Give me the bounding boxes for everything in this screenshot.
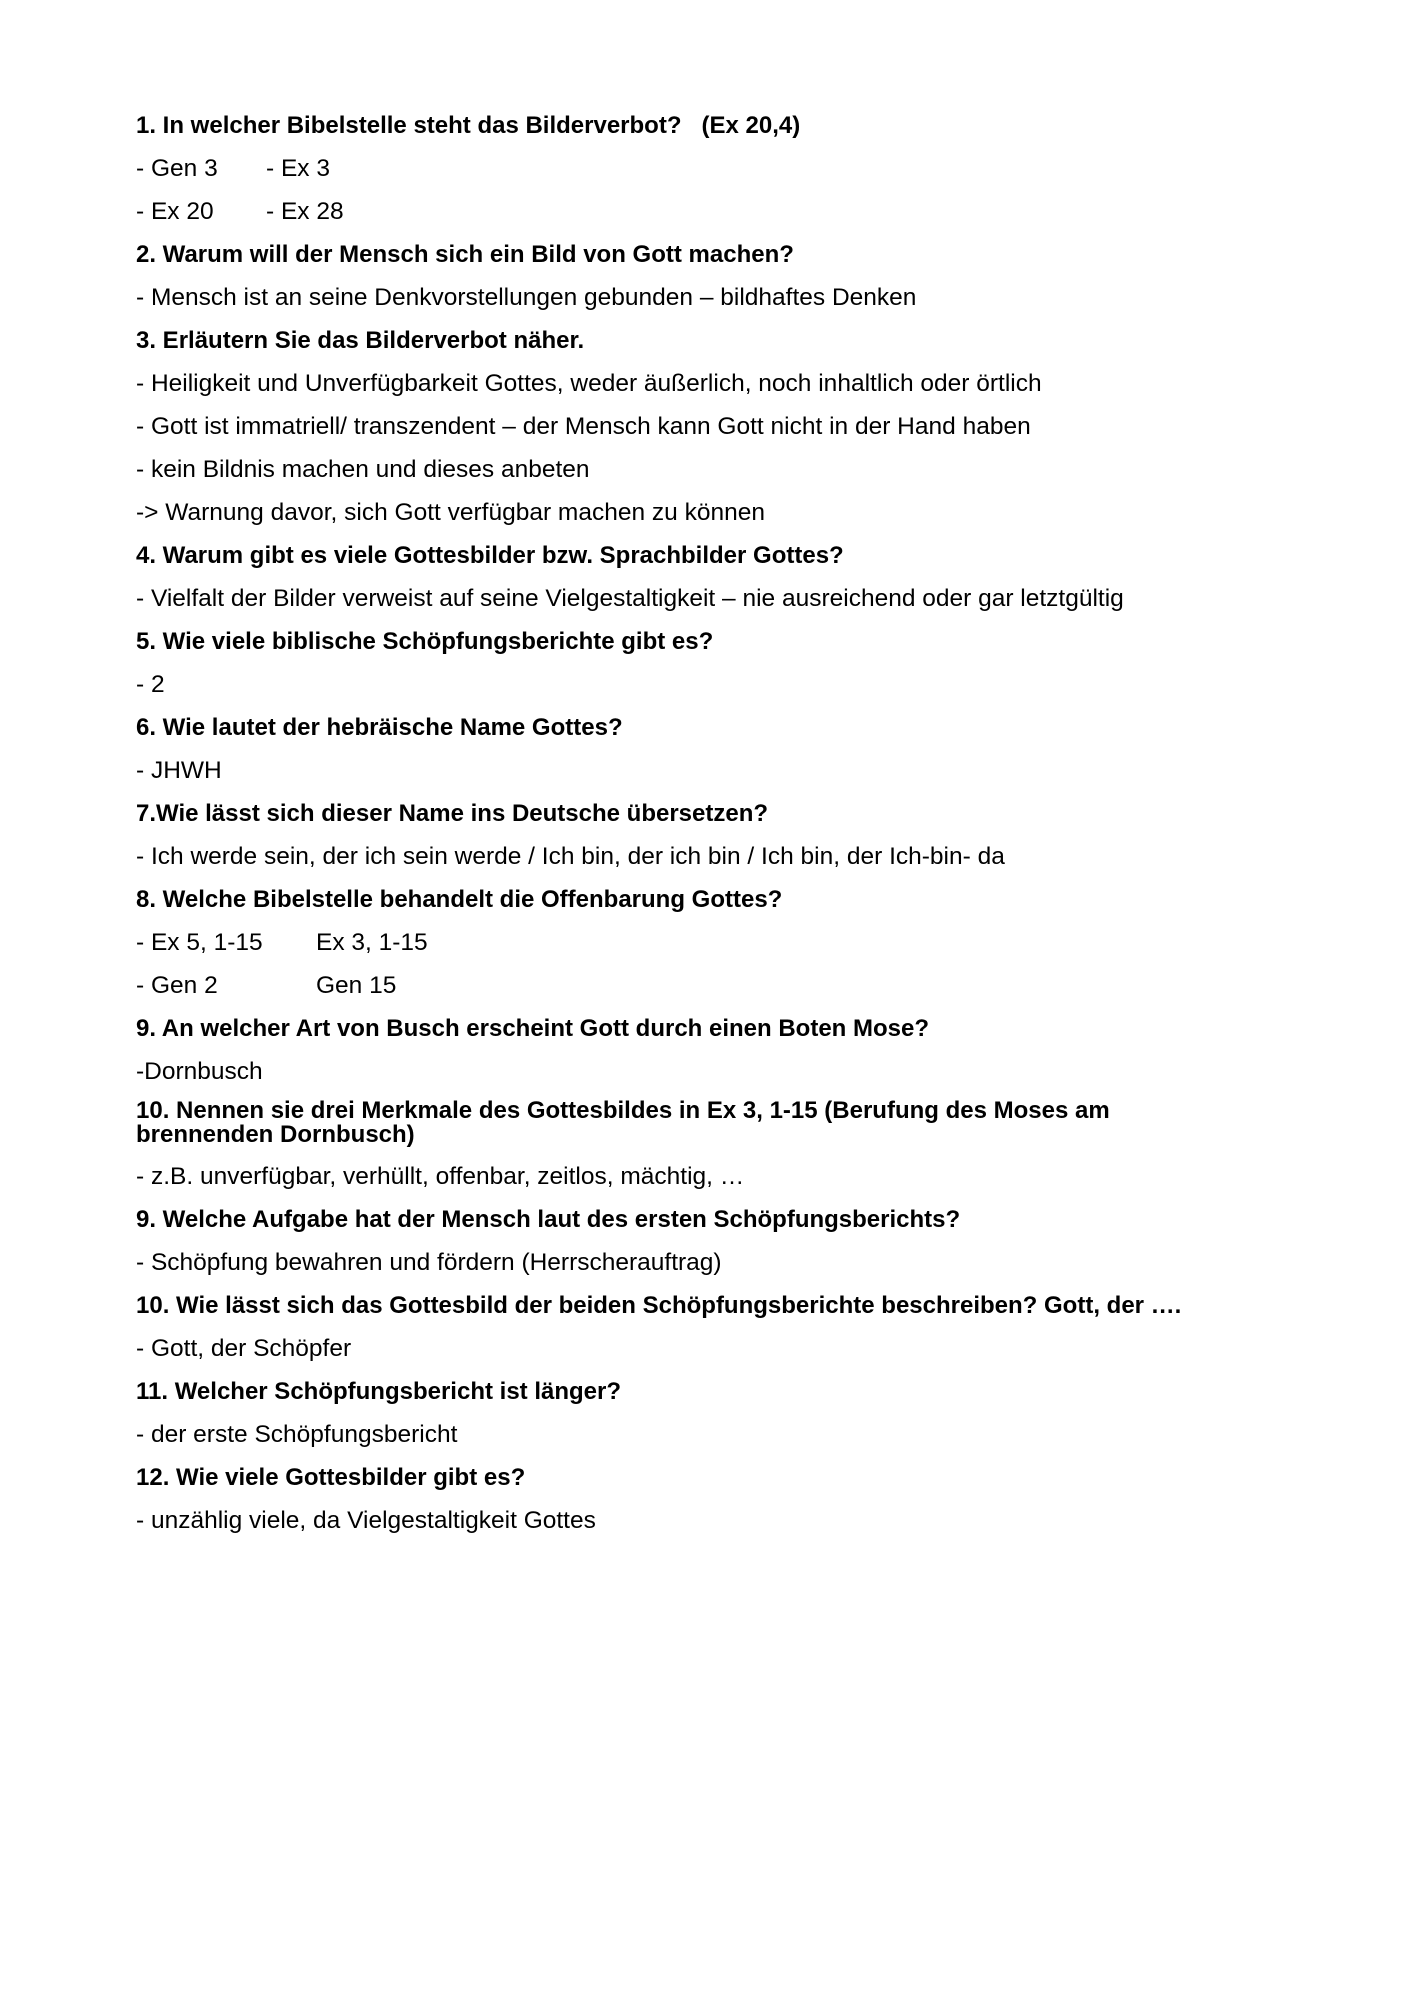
answer-line: - Gott ist immatriell/ transzendent – der Mensch kann Gott nicht in der Hand haben — [136, 413, 1031, 440]
answer-line: - Schöpfung bewahren und fördern (Herrscherauftrag) — [136, 1249, 722, 1276]
option-cell: Gen 15 — [316, 972, 397, 999]
answer-line: - der erste Schöpfungsbericht — [136, 1421, 458, 1448]
answer-line: - kein Bildnis machen und dieses anbeten — [136, 456, 590, 483]
option-row — [136, 190, 1286, 233]
answer-line: - 2 — [136, 671, 165, 698]
question-list — [136, 104, 1286, 1542]
option-cell: - Gen 3 — [136, 155, 218, 182]
answer-line: -> Warnung davor, sich Gott verfügbar machen zu können — [136, 499, 765, 526]
option-cell: - Gen 2 — [136, 972, 218, 999]
answer-line: - JHWH — [136, 757, 222, 784]
option-cell: - Ex 5, 1-15 — [136, 929, 263, 956]
answer-line: - Mensch ist an seine Denkvorstellungen gebunden – bildhaftes Denken — [136, 284, 917, 311]
option-cell: - Ex 3 — [266, 155, 330, 182]
question-1-text: 1. In welcher Bibelstelle steht das Bilderverbot? — [136, 112, 682, 139]
answer-line: - z.B. unverfügbar, verhüllt, offenbar, zeitlos, mächtig, … — [136, 1163, 745, 1190]
question-4: 4. Warum gibt es viele Gottesbilder bzw. Sprachbilder Gottes? — [136, 542, 844, 569]
question-8: 8. Welche Bibelstelle behandelt die Offenbarung Gottes? — [136, 886, 783, 913]
question-5: 5. Wie viele biblische Schöpfungsberichte gibt es? — [136, 628, 714, 655]
option-cell: - Ex 28 — [266, 198, 344, 225]
option-cell: - Ex 20 — [136, 198, 214, 225]
option-row — [136, 147, 1286, 190]
answer-line: - Heiligkeit und Unverfügbarkeit Gottes, weder äußerlich, noch inhaltlich oder örtlich — [136, 370, 1042, 397]
question-12: 12. Wie viele Gottesbilder gibt es? — [136, 1464, 526, 1491]
question-line: 10. Nennen sie drei Merkmale des Gottesbildes in Ex 3, 1-15 (Berufung des Moses am — [136, 1097, 1110, 1124]
question-1-answer: (Ex 20,4) — [701, 112, 801, 139]
answer-line: - unzählig viele, da Vielgestaltigkeit Gottes — [136, 1507, 596, 1534]
question-10-merkmale — [136, 1093, 1196, 1155]
question-10-gottesbild: 10. Wie lässt sich das Gottesbild der beiden Schöpfungsberichte beschreiben? Gott, der …. — [136, 1292, 1182, 1319]
option-row — [136, 921, 1286, 964]
answer-line: - Gott, der Schöpfer — [136, 1335, 352, 1362]
question-line: brennenden Dornbusch) — [136, 1121, 415, 1148]
answer-line: - Ich werde sein, der ich sein werde / Ich bin, der ich bin / Ich bin, der Ich-bin- da — [136, 843, 1005, 870]
question-6: 6. Wie lautet der hebräische Name Gottes? — [136, 714, 623, 741]
question-1 — [136, 104, 1286, 147]
question-3: 3. Erläutern Sie das Bilderverbot näher. — [136, 327, 585, 354]
question-2: 2. Warum will der Mensch sich ein Bild von Gott machen? — [136, 241, 794, 268]
answer-line: - Vielfalt der Bilder verweist auf seine Vielgestaltigkeit – nie ausreichend oder gar letztgültig — [136, 585, 1124, 612]
question-11: 11. Welcher Schöpfungsbericht ist länger? — [136, 1378, 622, 1405]
question-9-dornbusch: 9. An welcher Art von Busch erscheint Gott durch einen Boten Mose? — [136, 1015, 930, 1042]
question-7: 7.Wie lässt sich dieser Name ins Deutsche übersetzen? — [136, 800, 769, 827]
option-row — [136, 964, 1286, 1007]
answer-line: -Dornbusch — [136, 1058, 263, 1085]
question-9-aufgabe: 9. Welche Aufgabe hat der Mensch laut des ersten Schöpfungsberichts? — [136, 1206, 961, 1233]
option-cell: Ex 3, 1-15 — [316, 929, 428, 956]
